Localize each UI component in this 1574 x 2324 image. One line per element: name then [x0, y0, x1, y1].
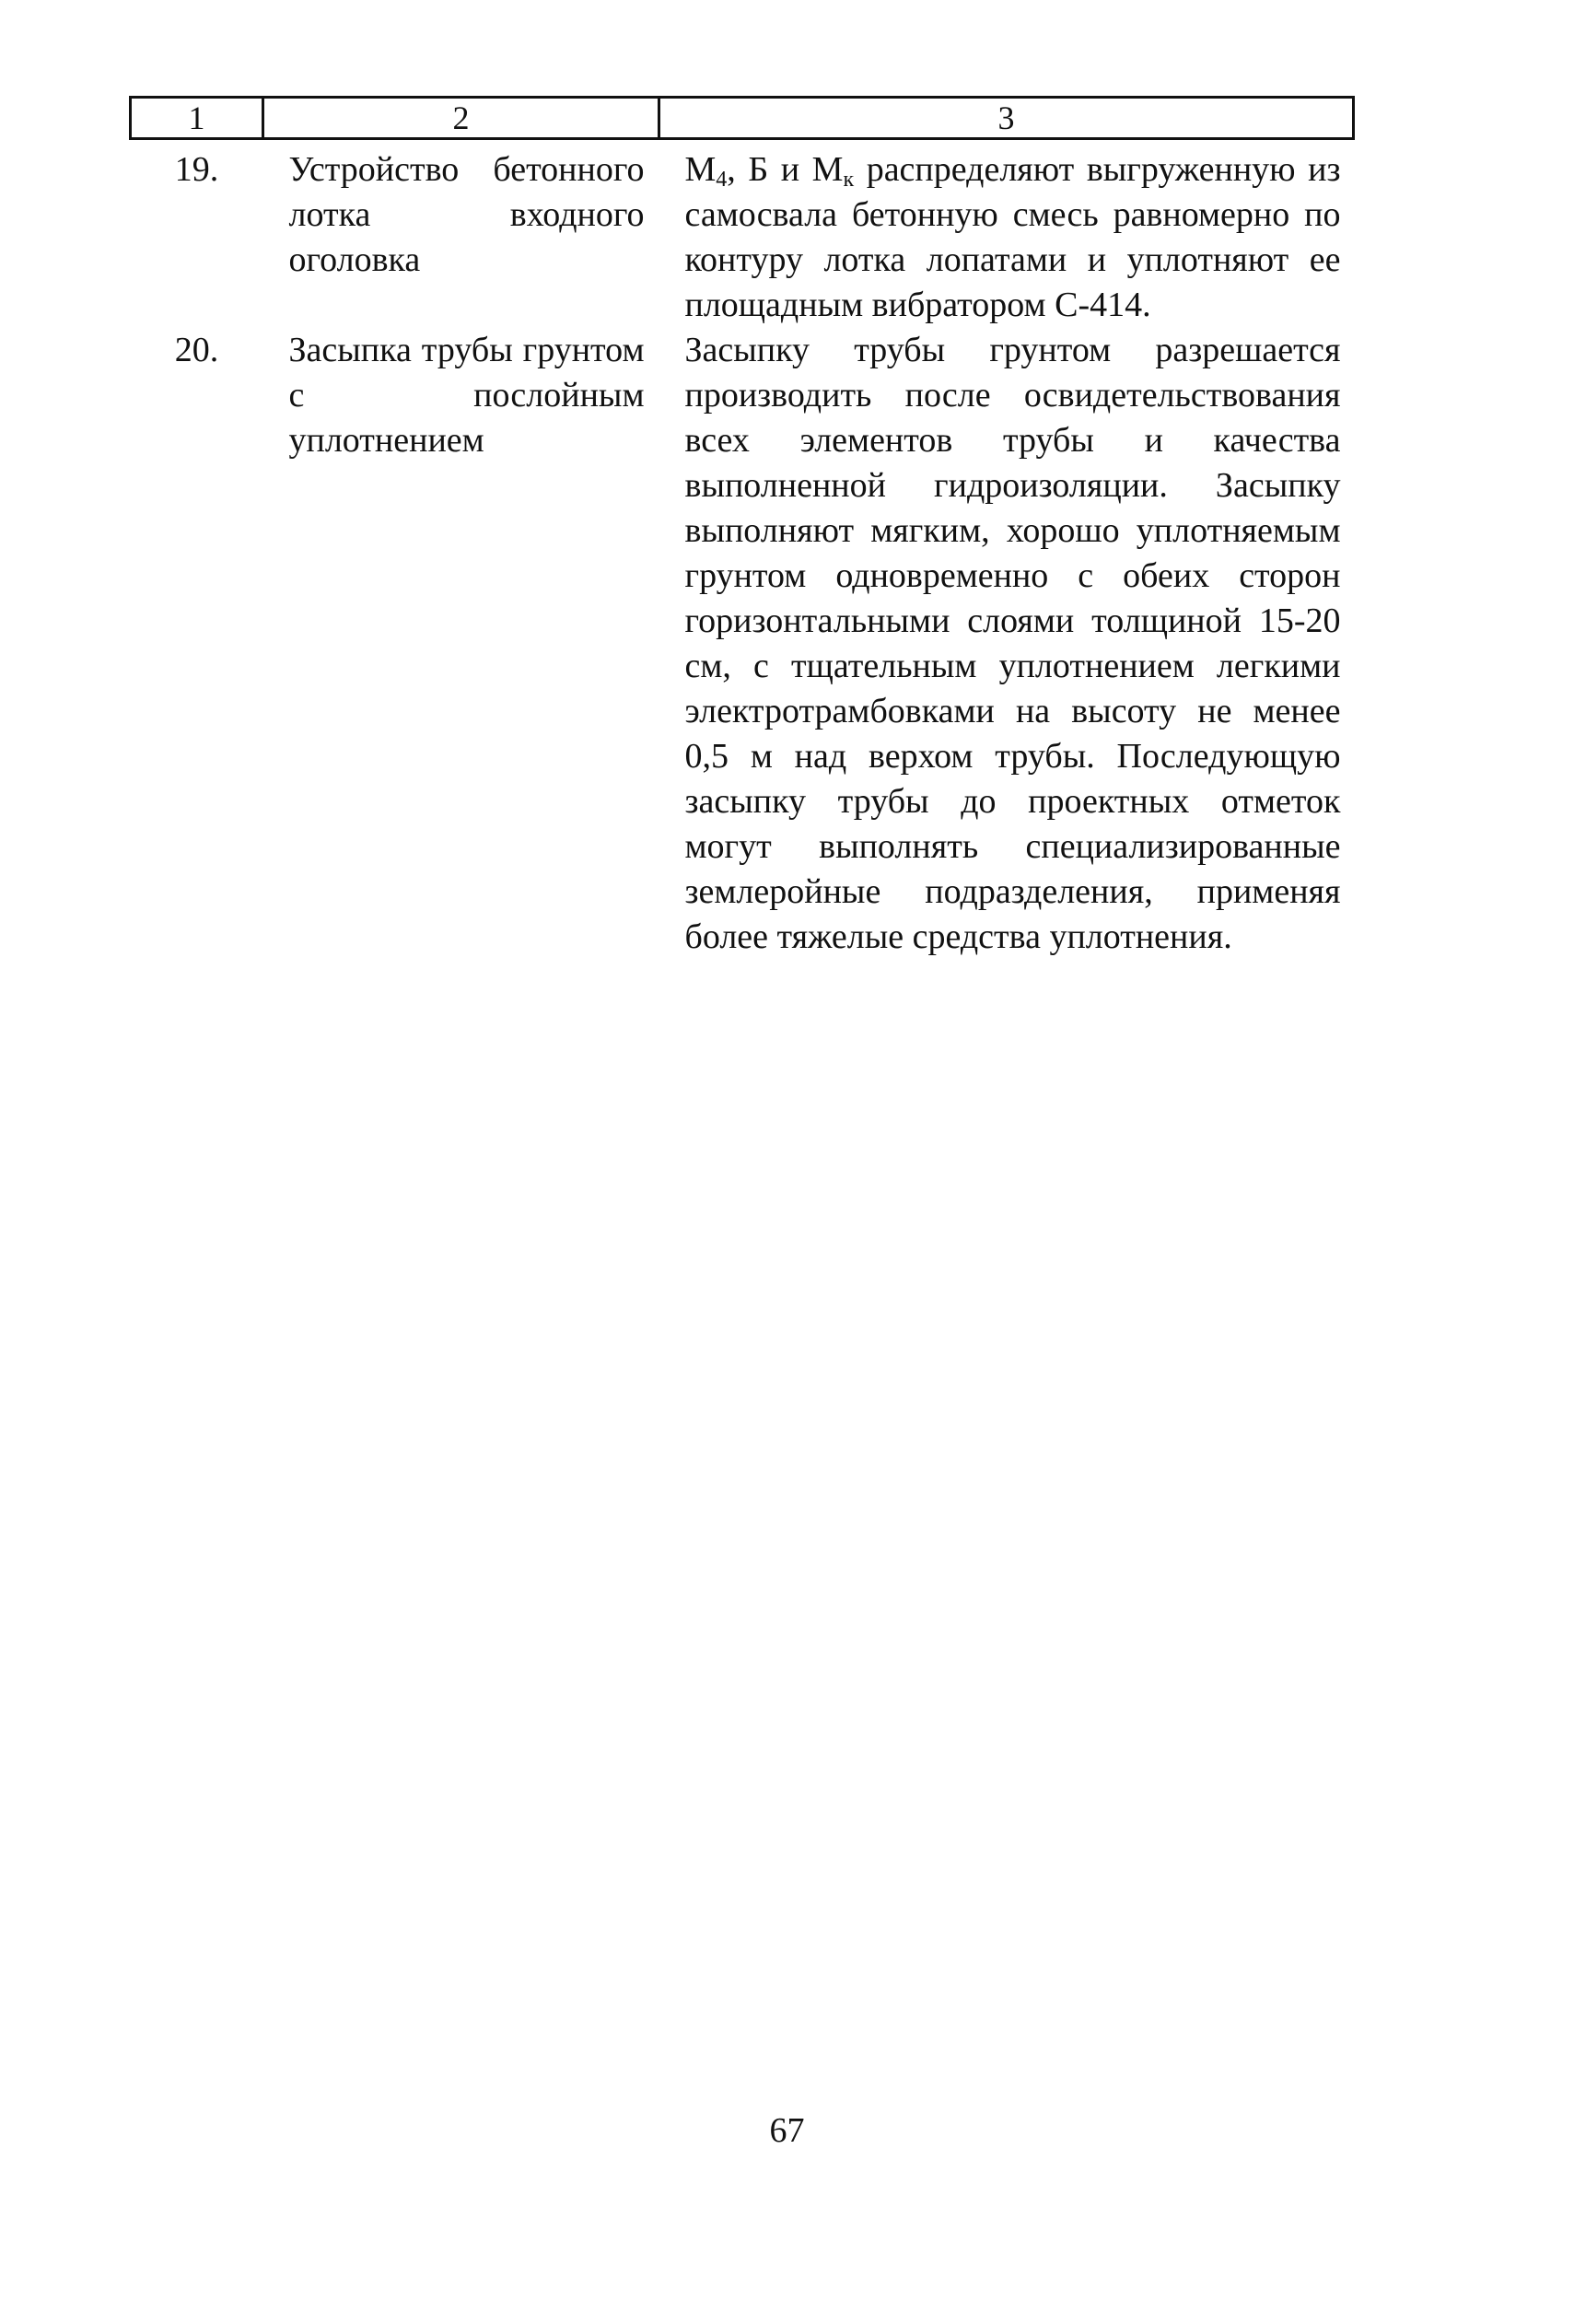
desc-rest-text: распределяют выгруженную из самосвала бетонную смесь равномерно по контуру лотка лопатами и уплотняют ее площадным вибратором С-414. [684, 150, 1341, 324]
header-col-3: 3 [659, 98, 1354, 139]
work-description [659, 139, 1354, 329]
header-row [131, 98, 1354, 139]
desc-m4-letter: М [684, 150, 717, 189]
work-name: Засыпка трубы грунтом с послойным уплотнением [288, 331, 645, 460]
row-number: 19. [174, 150, 219, 189]
table-body [131, 139, 1354, 961]
desc-middle-text: , Б и М [727, 150, 844, 189]
page-number: 67 [769, 2111, 805, 2150]
works-table [129, 96, 1355, 960]
row-number: 20. [174, 331, 219, 369]
work-description: Засыпку трубы грунтом разрешается производить после освидетельствования всех элементов трубы и качества выполненной гидроизоляции. Засыпку выполняют мягким, хорошо уплотняемым грунтом одновременно с обеих сторон горизонтальными слоями толщиной 15-20 см, с тщательным уплотнением легкими электротрамбовками на высоту не менее 0,5 м над верхом трубы. Последующую засыпку трубы до проектных отметок могут выполнять специализированные землеройные подразделения, применяя более тяжелые средства уплотнения. [684, 331, 1341, 956]
table-row [131, 328, 1354, 960]
header-col-2: 2 [263, 98, 659, 139]
header-col-1: 1 [131, 98, 263, 139]
work-name: Устройство бетонного лотка входного оголовка [288, 150, 645, 279]
table-header [131, 98, 1354, 139]
works-table-container [129, 96, 1352, 960]
desc-mk-subscript: к [843, 168, 855, 192]
desc-m4-subscript: 4 [716, 168, 728, 192]
table-row [131, 139, 1354, 329]
